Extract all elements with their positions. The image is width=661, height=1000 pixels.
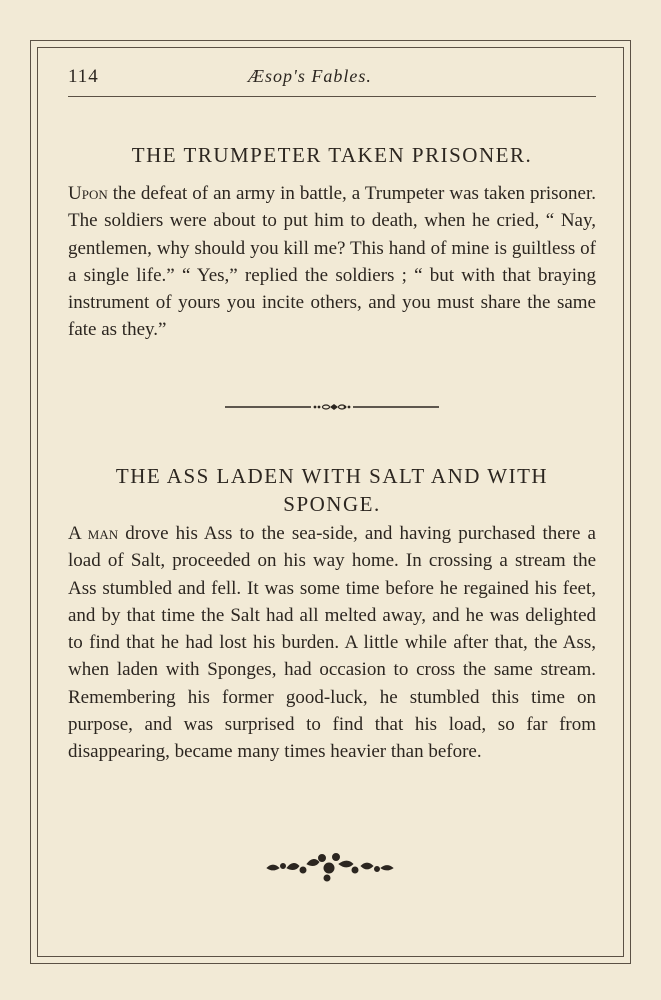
fable-body [68,180,596,344]
running-head [68,66,596,92]
fable-title: THE TRUMPETER TAKEN PRISONER. [131,143,533,167]
page-number: 114 [68,66,99,87]
fable-body [68,520,596,766]
fable-title: THE ASS LADEN WITH SALT AND WITH SPONGE. [115,464,549,516]
running-head-rule [68,96,596,97]
floral-tailpiece-ornament [265,848,395,888]
fable-lead-word: Upon [68,183,108,204]
fable-text: drove his Ass to the sea-side, and having purchased there a load of Salt, proceeded on his way home. In crossing a stream the Ass stumbled and fell. It was some time before he regained his feet, and by that time the Salt had all melted away, and he was delighted to find that he had lost his burden. A little while after that, the Ass, when laden with Sponges, had occasion to cross the same stream. Remembering his former good-luck, he stumbled this time on purpose, and was surprised to find that his load, so far from disappearing, became many times heavier than before. [68,523,596,763]
fable-lead-word: A man [68,523,119,544]
book-title: Æsop's Fables. [248,66,372,86]
rule-divider-ornament [225,399,439,415]
fable-text: the defeat of an army in battle, a Trumpeter was taken prisoner. The soldiers were about to put him to death, when he cried, “ Nay, gentlemen, why should you kill me? This hand of mine is guiltless of a single life.” “ Yes,” replied the soldiers ; “ but with that braying instrument of yours you incite others, and you must share the same fate as they.” [68,183,596,341]
